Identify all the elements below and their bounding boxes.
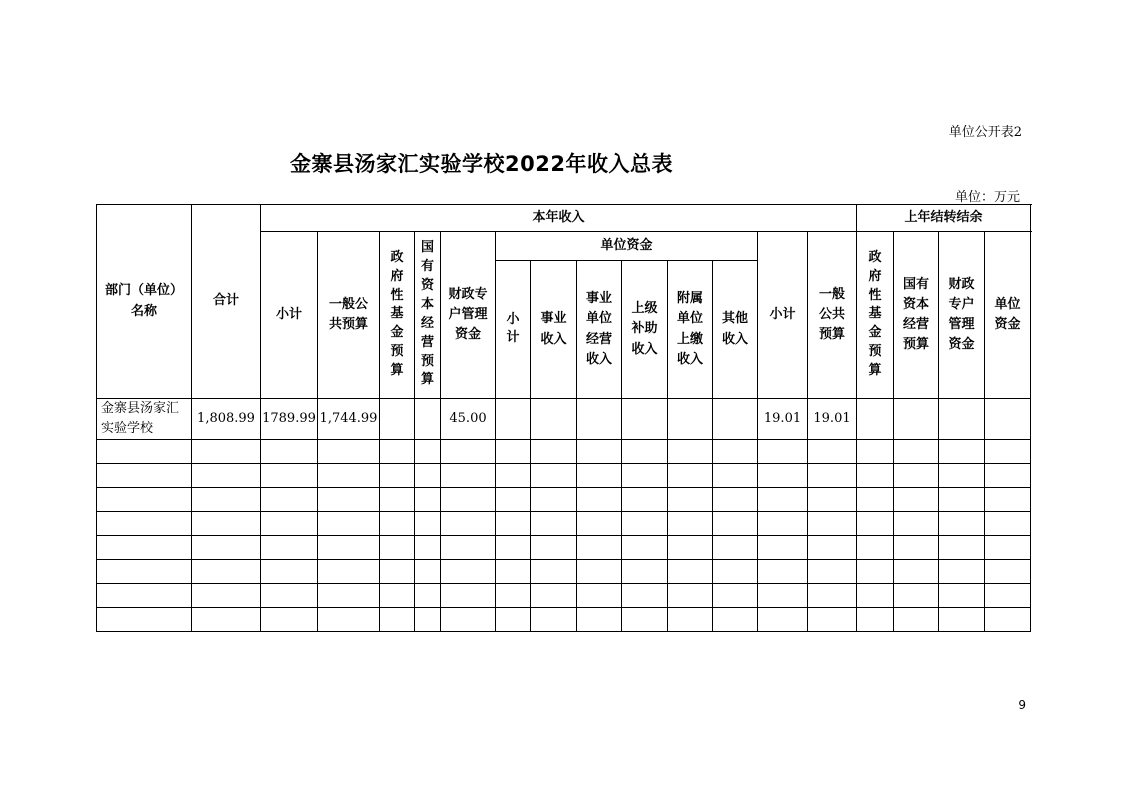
income-summary-table: [96, 204, 1031, 632]
header-subtotal: 小计: [261, 232, 318, 399]
cell-prev-unit-funds: [985, 399, 1031, 440]
header-uf-business: 事业收入: [531, 261, 577, 399]
cell-uf-affiliated: [668, 399, 713, 440]
header-uf-subtotal: 小计: [496, 261, 531, 399]
header-fiscal-special: 财政专户管理资金: [441, 232, 496, 399]
page-number: 9: [1018, 698, 1026, 712]
table-row: [97, 399, 1031, 440]
header-state-capital: 国有资本经营预算: [415, 232, 441, 399]
header-prev-year: 上年结转结余: [857, 205, 1031, 232]
row-name: 金寨县汤家汇实验学校: [97, 399, 192, 440]
cell-uf-subsidy: [622, 399, 668, 440]
empty-row: [97, 512, 1031, 536]
header-prev-unit-funds: 单位资金: [985, 232, 1031, 399]
header-uf-operating: 事业单位经营收入: [577, 261, 622, 399]
empty-row: [97, 488, 1031, 512]
header-dept-name: 部门（单位）名称: [97, 205, 192, 399]
cell-gov-fund: [380, 399, 415, 440]
empty-row: [97, 536, 1031, 560]
header-total: 合计: [192, 205, 261, 399]
header-unit-funds: 单位资金: [496, 232, 758, 261]
cell-prev-general: 19.01: [808, 399, 857, 440]
cell-fiscal-special: 45.00: [441, 399, 496, 440]
cell-state-capital: [415, 399, 441, 440]
header-general-budget: 一般公共预算: [318, 232, 380, 399]
cell-uf-operating: [577, 399, 622, 440]
cell-prev-subtotal: 19.01: [758, 399, 808, 440]
unit-label: 单位：万元: [954, 190, 1020, 205]
cell-uf-other: [713, 399, 758, 440]
header-prev-general: 一般公共预算: [808, 232, 857, 399]
empty-row: [97, 608, 1031, 632]
header-uf-subsidy: 上级补助收入: [622, 261, 668, 399]
cell-prev-fiscal: [939, 399, 985, 440]
cell-prev-state-capital: [894, 399, 939, 440]
cell-uf-business: [531, 399, 577, 440]
header-prev-fiscal: 财政专户管理资金: [939, 232, 985, 399]
cell-prev-gov-fund: [857, 399, 894, 440]
header-gov-fund: 政府性基金预算: [380, 232, 415, 399]
empty-row: [97, 440, 1031, 464]
header-prev-gov-fund: 政府性基金预算: [857, 232, 894, 399]
header-uf-affiliated: 附属单位上缴收入: [668, 261, 713, 399]
cell-general-budget: 1,744.99: [318, 399, 380, 440]
cell-subtotal: 1789.99: [261, 399, 318, 440]
empty-row: [97, 584, 1031, 608]
cell-total: 1,808.99: [192, 399, 261, 440]
cell-uf-subtotal: [496, 399, 531, 440]
header-prev-subtotal: 小计: [758, 232, 808, 399]
header-uf-other: 其他收入: [713, 261, 758, 399]
empty-rows: [97, 440, 1031, 632]
header-prev-state-capital: 国有资本经营预算: [894, 232, 939, 399]
empty-row: [97, 464, 1031, 488]
form-number: 单位公开表2: [948, 125, 1022, 140]
header-current-year: 本年收入: [261, 205, 857, 232]
page-title: 金寨县汤家汇实验学校2022年收入总表: [290, 152, 673, 176]
empty-row: [97, 560, 1031, 584]
